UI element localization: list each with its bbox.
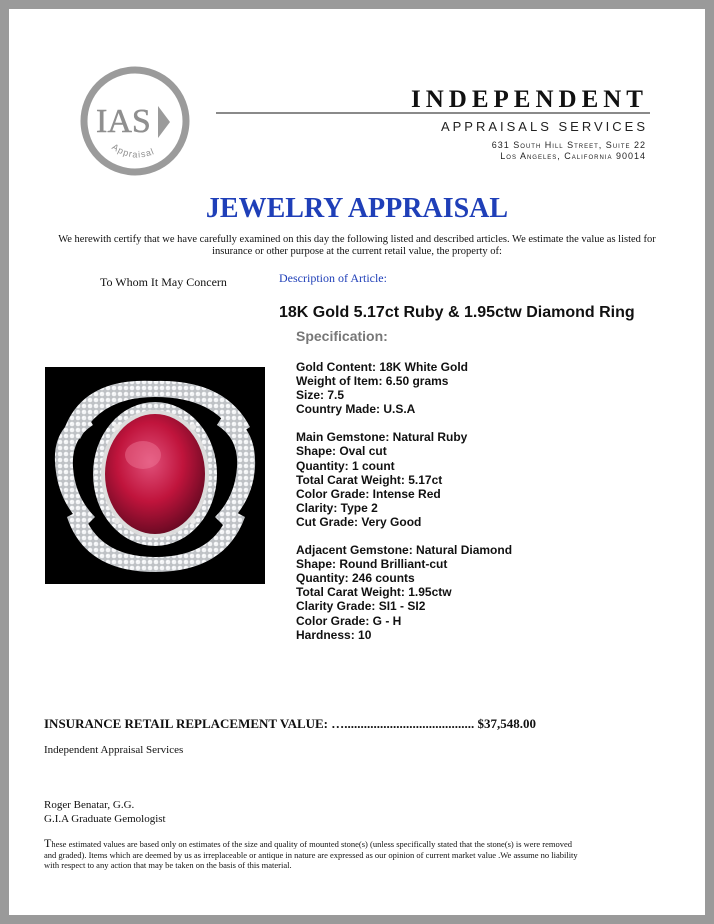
company-name: INDEPENDENT [411,86,648,113]
insurance-value: INSURANCE RETAIL REPLACEMENT VALUE: …........................................ $37,548.00 [44,716,537,731]
spec-line: Clarity Grade: SI1 - SI2 [296,599,426,614]
spec-line: Quantity: 246 counts [296,571,415,586]
spec-line: Size: 7.5 [296,388,345,403]
spec-line: Main Gemstone: Natural Ruby [296,430,468,445]
spec-line: Shape: Round Brilliant-cut [296,557,448,572]
specification-label: Specification: [296,328,388,344]
logo-subtext: Appraisal [110,141,156,160]
company-address [492,140,646,162]
address-line-2: Los Angeles, California 90014 [500,151,646,161]
company-subtitle: APPRAISALS SERVICES [440,119,648,134]
spec-group [296,543,512,642]
spec-line: Weight of Item: 6.50 grams [296,374,449,389]
spec-line: Shape: Oval cut [296,444,387,459]
disclaimer-initial: T [44,836,52,850]
spec-line: Gold Content: 18K White Gold [296,360,468,374]
spec-line: Color Grade: Intense Red [296,486,441,501]
spec-line: Total Carat Weight: 5.17ct [296,472,443,487]
spec-line: Total Carat Weight: 1.95ctw [296,585,452,600]
certification-text: We herewith certify that we have carefully examined on this day the following listed and described articles. We estimate the value as listed for insurance or other purpose at the current retail value, the property of: [58,234,656,257]
spec-group [296,360,512,416]
recipient: To Whom It May Concern [100,275,227,289]
logo-letters: IAS [96,103,151,140]
disclaimer [44,838,584,871]
spec-line: Clarity: Type 2 [296,500,378,515]
spec-line: Color Grade: G - H [296,613,402,628]
signer-block [44,798,166,826]
footer-company: Independent Appraisal Services [44,744,184,756]
signer-title: G.I.A Graduate Gemologist [44,813,166,825]
spec-line: Cut Grade: Very Good [296,514,422,529]
signer-name: Roger Benatar, G.G. [44,799,135,811]
spec-line: Country Made: U.S.A [296,402,416,417]
ring-photo [45,367,265,584]
document-title: JEWELRY APPRAISAL [205,193,509,224]
disclaimer-text: hese estimated values are based only on estimates of the size and quality of mounted stone(s) (unless specifically stated that the stone(s) is were removed and graded). Items which are deemed by us as irreplaceable or antique in nature are expressed as our opinion of current market value .We assume no liability with respect to any action that may be taken on the basis of this material. [44,839,578,870]
item-title: 18K Gold 5.17ct Ruby & 1.95ctw Diamond Ring [279,304,635,321]
description-label: Description of Article: [279,271,387,285]
specification-list [296,360,512,656]
spec-group [296,430,512,529]
ias-logo [80,66,190,176]
spec-line: Quantity: 1 count [296,458,395,473]
spec-line: Adjacent Gemstone: Natural Diamond [296,543,513,558]
spec-line: Hardness: 10 [296,627,372,642]
address-line-1: 631 South Hill Street, Suite 22 [491,140,646,150]
